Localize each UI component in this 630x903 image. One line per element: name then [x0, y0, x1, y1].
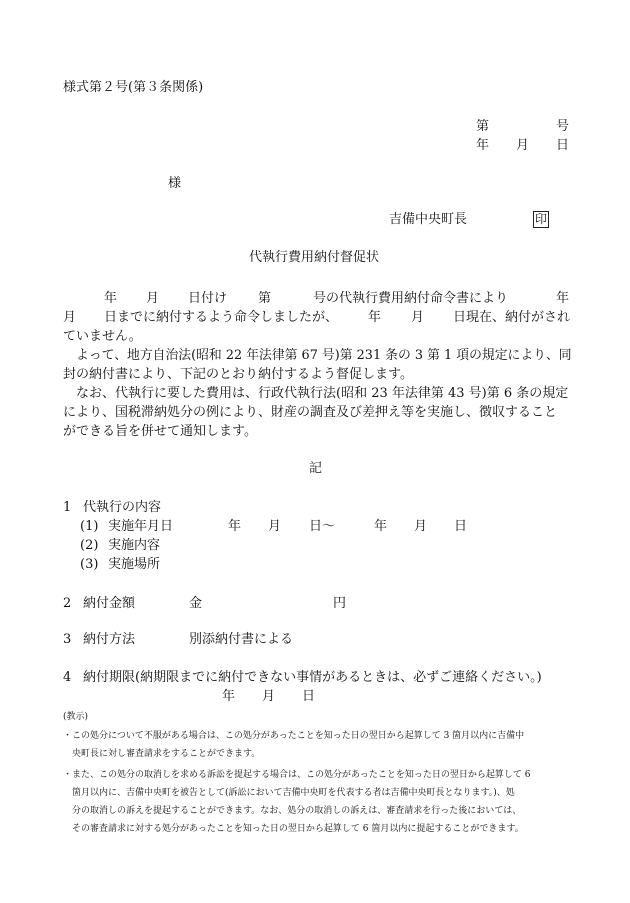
item4-year: 年: [222, 689, 236, 704]
date-year-label: 年: [476, 138, 490, 153]
item1-sub3-number: (3): [80, 557, 99, 572]
item1-sub1-day2: 日: [454, 519, 468, 534]
p1-month-3: 月: [411, 310, 425, 325]
item1-label: 代執行の内容: [83, 500, 162, 515]
item1-sub1-year1: 年: [228, 519, 242, 534]
p3-line2: により、国税滞納処分の例により、財産の調査及び差押え等を実施し、徴収すること: [63, 405, 558, 420]
item1-sub2-number: (2): [80, 538, 99, 553]
notice-b2-line3: 分の取消しの訴えを提起することができます。なお、処分の取消しの訴えは、審査請求を行った後においては、: [72, 806, 522, 816]
p3-line3: ができる旨を併せて通知します。: [63, 424, 257, 439]
p1-deadline-text: 日までに納付するよう命令しましたが、: [104, 310, 339, 325]
item1-number: 1: [63, 500, 72, 515]
p1-year-2: 年: [556, 291, 570, 306]
item1-sub1-month2: 月: [414, 519, 428, 534]
item1-sub1-number: (1): [80, 519, 99, 534]
p1-year-3: 年: [368, 310, 382, 325]
item2-number: 2: [63, 596, 72, 611]
p1-year: 年: [104, 291, 118, 306]
issuer-title: 吉備中央町長: [389, 212, 468, 227]
p2-line1: よって、地方自治法(昭和 22 年法律第 67 号)第 231 条の 3 第 1 項の規定により、同: [76, 348, 572, 363]
p1-month: 月: [146, 291, 160, 306]
item1-sub1-month1: 月: [268, 519, 282, 534]
item4-number: 4: [63, 670, 72, 685]
ki-heading: 記: [309, 461, 323, 476]
item2-label: 納付金額: [83, 596, 136, 611]
document-title: 代執行費用納付督促状: [249, 250, 380, 265]
item4-label: 納付期限(納期限までに納付できない事情があるときは、必ずご連絡ください。): [83, 670, 542, 685]
notice-b2-line1: ・また、この処分の取消しを求める訴訟を提起する場合は、この処分があったことを知った日の翌日から起算して 6: [63, 770, 531, 780]
doc-number-prefix: 第: [476, 119, 490, 134]
item2-yen: 円: [333, 596, 347, 611]
p3-line1: なお、代執行に要した費用は、行政代執行法(昭和 23 年法律第 43 号)第 6 条の規定: [76, 386, 569, 401]
date-day-label: 日: [556, 138, 570, 153]
p1-line3: ていません。: [63, 329, 142, 344]
addressee-honorific: 様: [168, 176, 182, 191]
notice-heading: (教示): [63, 712, 89, 722]
item1-sub2-label: 実施内容: [108, 538, 161, 553]
item3-number: 3: [63, 632, 72, 647]
p2-line2: 封の納付書により、下記のとおり納付するよう督促します。: [63, 367, 413, 382]
item1-sub1-label: 実施年月日: [108, 519, 174, 534]
notice-b2-line4: その審査請求に対する処分があったことを知った日の翌日から起算して 6 箇月以内に提起することができます。: [72, 824, 524, 834]
item1-sub1-year2: 年: [374, 519, 388, 534]
seal-mark: 印: [534, 212, 547, 226]
form-label: 様式第２号(第３条関係): [63, 80, 204, 95]
p1-date-suffix: 日付け: [188, 291, 228, 306]
item1-sub1-day1: 日～: [309, 519, 336, 534]
doc-number-suffix: 号: [556, 119, 570, 134]
item3-label: 納付方法: [83, 632, 136, 647]
p1-status-text: 日現在、納付がされ: [453, 310, 571, 325]
notice-b1-line1: ・この処分について不服がある場合は、この処分があったことを知った日の翌日から起算して 3 箇月以内に吉備中: [63, 731, 525, 741]
item4-day: 日: [302, 689, 316, 704]
item3-value: 別添納付書による: [189, 632, 294, 647]
notice-b1-line2: 央町長に対し審査請求をすることができます。: [72, 749, 261, 759]
item2-kin: 金: [189, 596, 203, 611]
p1-month-2: 月: [63, 310, 77, 325]
date-month-label: 月: [516, 138, 530, 153]
p1-order-reference: 号の代執行費用納付命令書により: [313, 291, 509, 306]
notice-b2-line2: 箇月以内に、吉備中央町を被告として(訴訟において吉備中央町を代表する者は吉備中央町長となります。)、処: [72, 788, 515, 798]
item4-month: 月: [262, 689, 276, 704]
p1-number-prefix: 第: [258, 291, 272, 306]
item1-sub3-label: 実施場所: [108, 557, 161, 572]
